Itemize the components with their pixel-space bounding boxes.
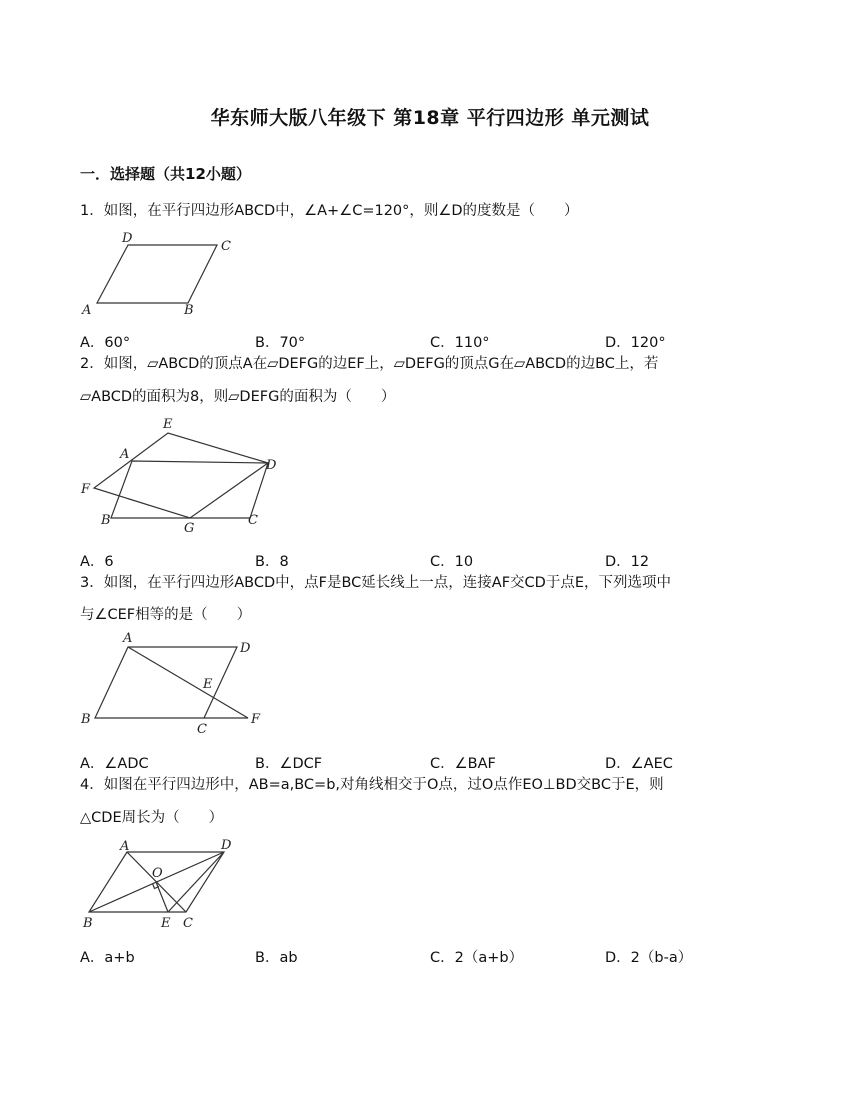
q2-option-a: A．6 (80, 554, 114, 570)
q4-option-d: D．2（b-a） (605, 950, 693, 966)
q1-option-d: D．120° (605, 335, 666, 351)
label-c: C (197, 722, 207, 737)
label-d: D (122, 231, 133, 246)
q4-option-a: A．a+b (80, 950, 135, 966)
label-b: B (83, 916, 93, 931)
label-a: A (82, 303, 92, 318)
parallelogram-abcd (97, 245, 217, 303)
question-2-text-line1: 2．如图，▱ABCD的顶点A在▱DEFG的边EF上，▱DEFG的顶点G在▱ABCD的边BC上，若 (80, 356, 659, 372)
q2-option-d: D．12 (605, 554, 650, 570)
label-o: O (152, 866, 163, 881)
label-f: F (81, 482, 91, 497)
label-b: B (184, 303, 194, 318)
page-title: 华东师大版八年级下 第18章 平行四边形 单元测试 (210, 107, 650, 129)
section-heading: 一．选择题（共12小题） (80, 165, 251, 183)
label-d: D (240, 641, 251, 656)
q2-option-c: C．10 (430, 554, 474, 570)
question-1-text: 1．如图，在平行四边形ABCD中，∠A+∠C=120°，则∠D的度数是（ ） (80, 203, 579, 219)
label-f: F (251, 712, 261, 727)
label-g: G (184, 521, 195, 536)
label-a: A (120, 839, 130, 854)
question-4-text-line1: 4．如图在平行四边形中，AB=a,BC=b,对角线相交于O点，过O点作EO⊥BD交BC于E，则 (80, 777, 664, 793)
q3-option-a: A．∠ADC (80, 756, 149, 772)
q1-option-c: C．110° (430, 335, 490, 351)
label-c: C (183, 916, 193, 931)
q3-option-d: D．∠AEC (605, 756, 673, 772)
q2-option-b: B．8 (255, 554, 289, 570)
question-4-text-line2: △CDE周长为（ ） (80, 810, 224, 826)
q1-option-a: A．60° (80, 335, 131, 351)
label-a: A (120, 447, 130, 462)
parallelogram-abcd (95, 647, 237, 718)
label-e: E (163, 417, 173, 432)
label-b: B (81, 712, 91, 727)
label-c: C (221, 239, 231, 254)
segment-af (128, 647, 248, 718)
question-3-text-line1: 3．如图，在平行四边形ABCD中，点F是BC延长线上一点，连接AF交CD于点E，下列选项中 (80, 575, 671, 591)
q1-option-b: B．70° (255, 335, 306, 351)
question-1-figure (80, 232, 240, 322)
question-4-figure (80, 832, 250, 937)
label-d: D (266, 458, 277, 473)
label-e: E (161, 916, 171, 931)
question-2-figure (80, 412, 290, 542)
label-c: C (248, 513, 258, 528)
question-3-figure (80, 630, 280, 740)
q3-option-c: C．∠BAF (430, 756, 496, 772)
q4-option-b: B．ab (255, 950, 298, 966)
question-2-text-line2: ▱ABCD的面积为8，则▱DEFG的面积为（ ） (80, 389, 396, 405)
label-d: D (221, 838, 232, 853)
parallelogram-abcd (111, 461, 268, 518)
q3-option-b: B．∠DCF (255, 756, 323, 772)
label-a: A (123, 631, 133, 646)
q4-option-c: C．2（a+b） (430, 950, 524, 966)
label-e: E (203, 677, 213, 692)
question-3-text-line2: 与∠CEF相等的是（ ） (80, 607, 252, 623)
label-b: B (101, 513, 111, 528)
segment-de (168, 852, 224, 912)
parallelogram-defg (94, 433, 268, 518)
